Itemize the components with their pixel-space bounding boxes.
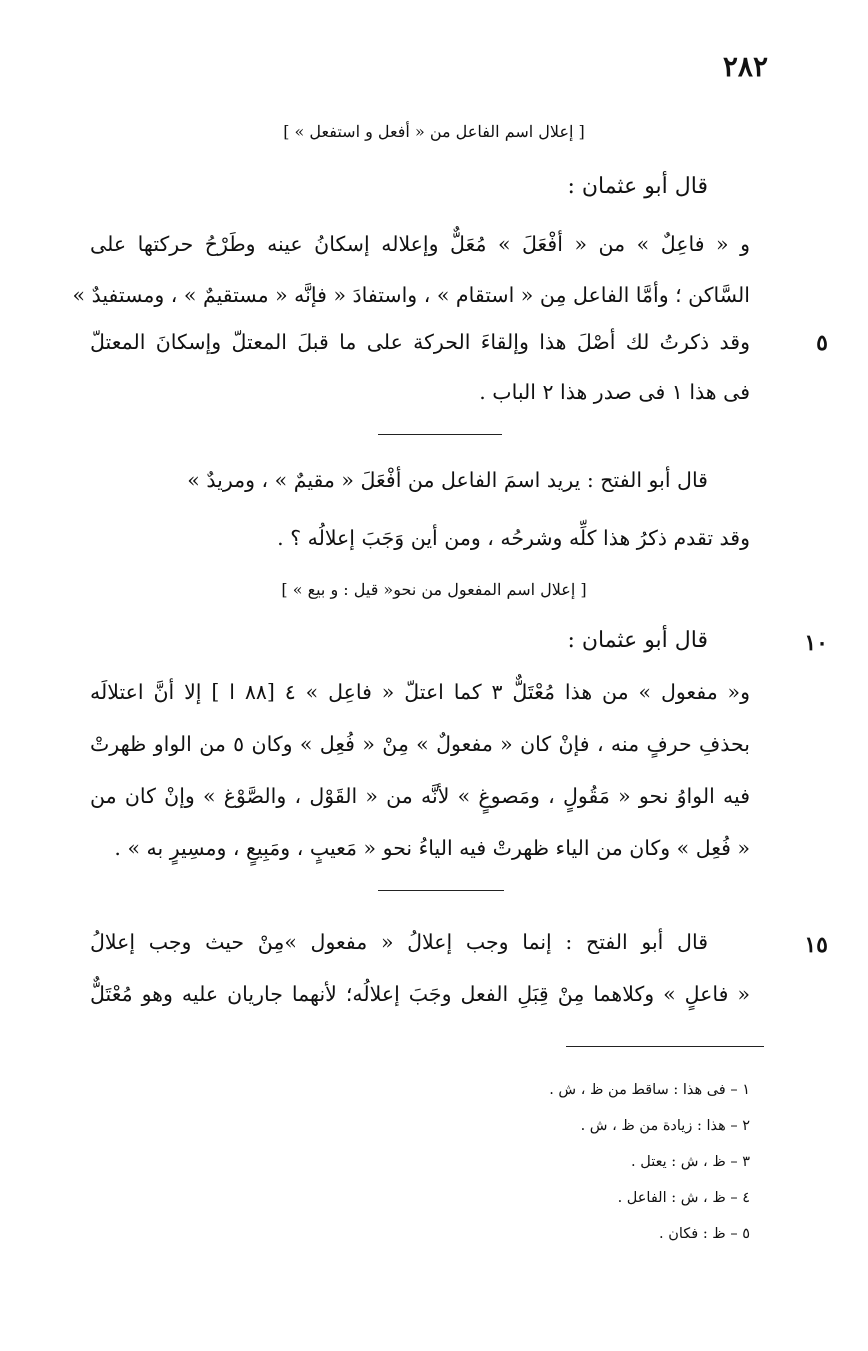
page-number: ٢٨٢ bbox=[722, 50, 768, 83]
line-number-10: ١٠ bbox=[804, 630, 828, 656]
footnote-separator bbox=[566, 1046, 764, 1047]
text-line: بحذفِ حرفٍ منه ، فإنْ كان « مفعولٌ » مِنْ « فُعِل » وكان ٥ من الواو ظهرتْ bbox=[90, 732, 750, 756]
footnote: ١ – فى هذا : ساقط من ظ ، ش . bbox=[549, 1082, 750, 1098]
speaker-abu-alfath-1: قال أبو الفتح : يريد اسمَ الفاعل من أفْعَلَ « مقيمٌ » ، ومريدٌ » bbox=[187, 468, 708, 492]
footnote: ٥ – ظ : فكان . bbox=[658, 1226, 750, 1242]
footnote: ٢ – هذا : زيادة من ظ ، ش . bbox=[580, 1118, 750, 1134]
footnote: ٣ – ظ ، ش : يعتل . bbox=[631, 1154, 750, 1170]
text-line: وقد ذكرتُ لك أصْلَ هذا وإلقاءَ الحركة على ما قبلَ المعتلّ وإسكانَ المعتلّ bbox=[90, 330, 750, 354]
speaker-abu-uthman-1: قال أبو عثمان : bbox=[567, 174, 708, 199]
line-number-5: ٥ bbox=[816, 330, 828, 356]
section-divider bbox=[378, 434, 502, 435]
text-line: فيه الواوُ نحو « مَقُولٍ ، ومَصوغٍ » لأنَّه من « القَوْل ، والصَّوْغ » وإنْ كان من bbox=[90, 784, 750, 808]
text-line: السَّاكن ؛ وأمَّا الفاعل مِن « استقام » ، واستفادَ « فإنَّه « مستقيمٌ » ، ومستفيدٌ » bbox=[72, 283, 750, 307]
text-line: و « فاعِلٌ » من « أفْعَلَ » مُعَلٌّ وإعلاله إسكانُ عينه وطَرْحُ حركتها على bbox=[90, 232, 750, 256]
text-line: « فاعلٍ » وكلاهما مِنْ قِبَلِ الفعل وجَبَ إعلالُه؛ لأنهما جاريان عليه وهو مُعْتَلٌّ bbox=[90, 982, 750, 1006]
section-divider bbox=[378, 890, 504, 891]
text-line: فى هذا ١ فى صدر هذا ٢ الباب . bbox=[479, 380, 750, 404]
footnote: ٤ – ظ ، ش : الفاعل . bbox=[617, 1190, 750, 1206]
section-heading-active-participle: [ إعلال اسم الفاعل من « أفعل و استفعل » ] bbox=[283, 122, 585, 141]
text-line: « فُعِل » وكان من الياء ظهرتْ فيه الياءُ نحو « مَعيبٍ ، ومَبِيعٍ ، ومسِيرٍ به » . bbox=[114, 836, 750, 860]
line-number-15: ١٥ bbox=[804, 932, 828, 958]
text-line: و« مفعول » من هذا مُعْتَلٌّ ٣ كما اعتلّ « فاعِل » ٤ [٨٨ ا ] إلا أنَّ اعتلالَه bbox=[90, 680, 751, 704]
text-line: قال أبو الفتح : إنما وجب إعلالُ « مفعول »مِنْ حيث وجب إعلالُ bbox=[90, 930, 708, 954]
section-heading-passive-participle: [ إعلال اسم المفعول من نحو« قيل : و بيع » ] bbox=[281, 580, 587, 599]
text-line: وقد تقدم ذكرُ هذا كلِّه وشرحُه ، ومن أين وَجَبَ إعلالُه ؟ . bbox=[277, 526, 750, 550]
speaker-abu-uthman-2: قال أبو عثمان : bbox=[567, 628, 708, 653]
